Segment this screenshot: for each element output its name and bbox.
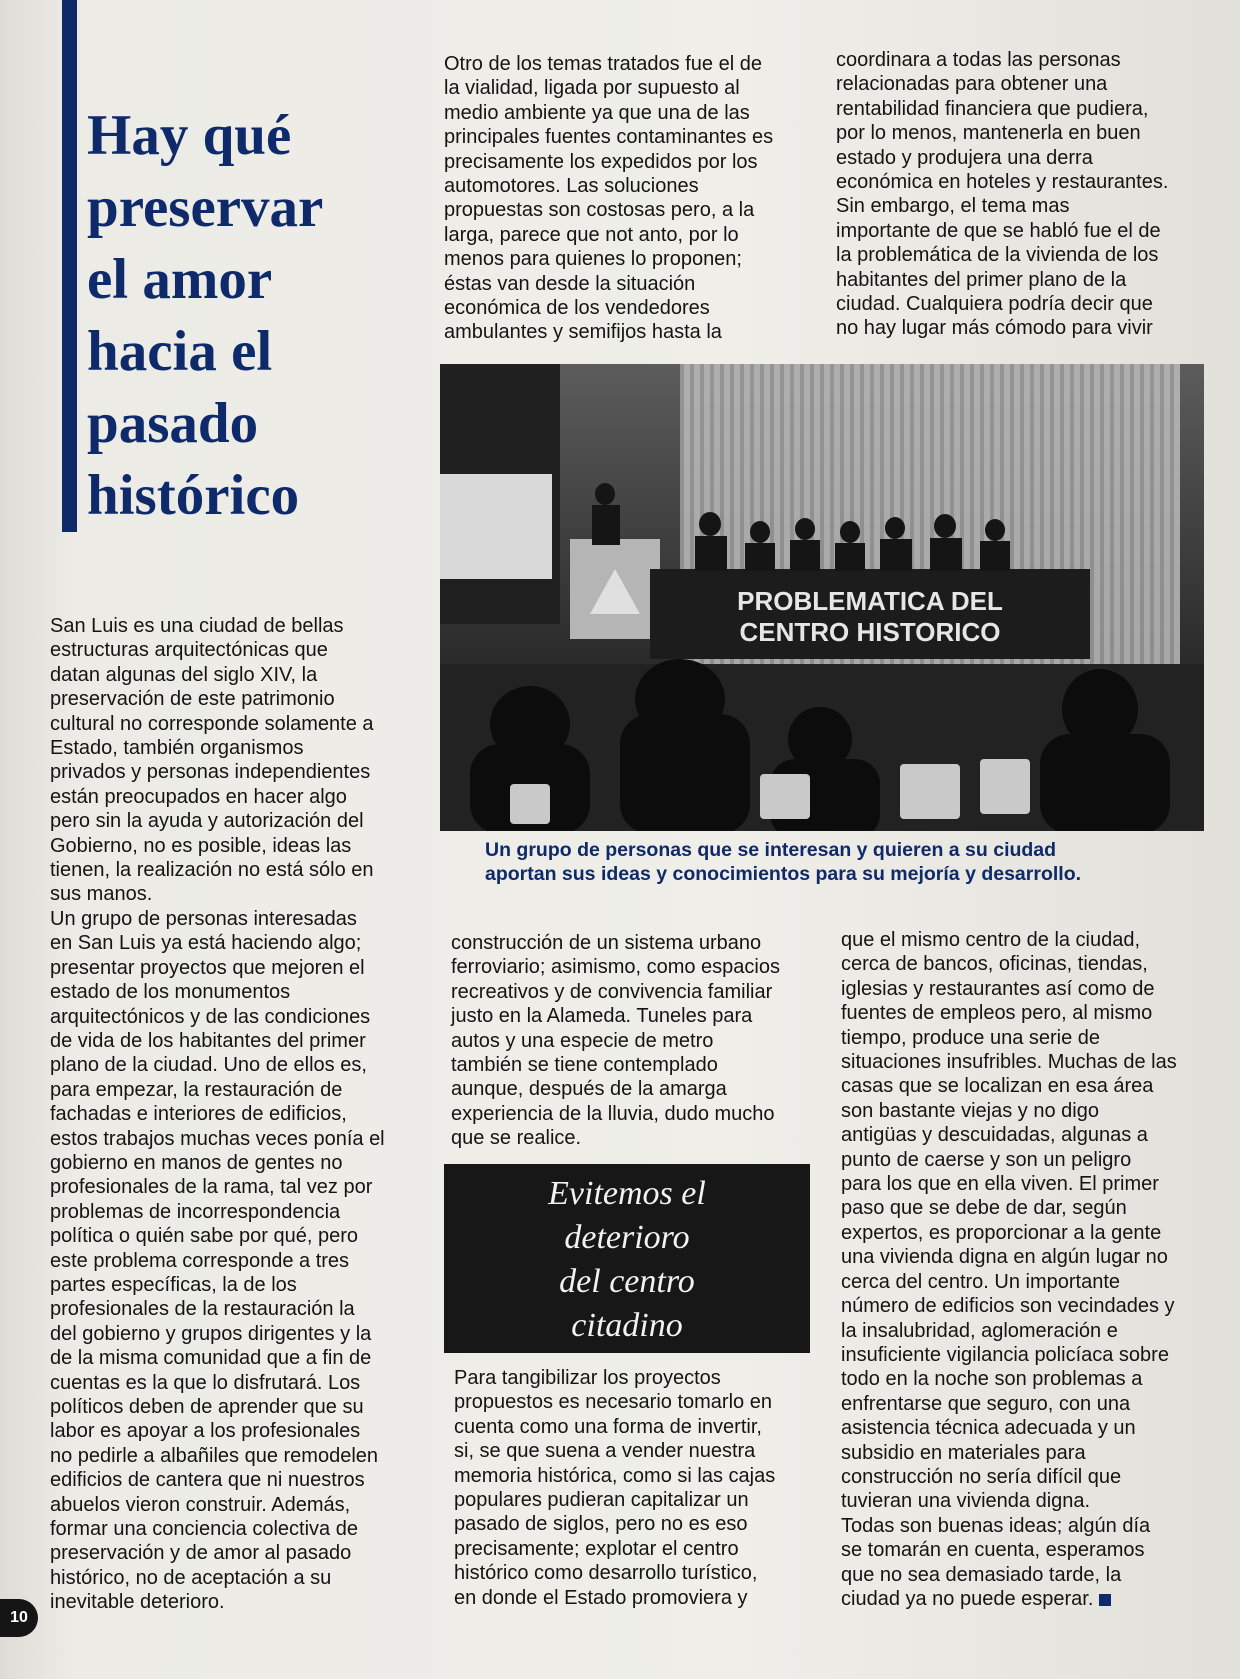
text-line: populares pudieran capitalizar un	[454, 1489, 749, 1512]
text-line: de la misma comunidad que a fin de	[50, 1347, 372, 1370]
text-line: casas que se localizan en esa área	[841, 1075, 1154, 1098]
text-line: éstas van desde la situación	[444, 272, 696, 295]
text-line: histórico, no de aceptación a su	[50, 1566, 332, 1589]
text-column-middle-bottom	[441, 931, 811, 1151]
paragraph	[40, 614, 405, 907]
text-line: cuentas es la que lo disfrutará. Los	[50, 1371, 361, 1394]
text-line: estado de los monumentos	[50, 981, 291, 1004]
conference-photo-image	[440, 364, 1204, 831]
paragraph	[826, 48, 1196, 194]
pull-quote-line: citadino	[571, 1307, 683, 1344]
text-line: la problemática de la vivienda de los	[836, 244, 1159, 267]
text-line: San Luis es una ciudad de bellas	[50, 615, 344, 637]
text-line: pero sin la ayuda y autorización del	[50, 810, 364, 833]
text-line: partes específicas, la de los	[50, 1273, 297, 1296]
text-line: la insalubridad, aglomeración e	[841, 1319, 1118, 1342]
text-line: estos trabajos muchas veces ponía el	[50, 1127, 385, 1150]
text-line: inevitable deterioro.	[50, 1591, 225, 1614]
text-line: menos para quienes lo proponen;	[444, 248, 742, 271]
pull-quote-line: deterioro	[564, 1219, 690, 1256]
text-line: de vida de los habitantes del primer	[50, 1029, 366, 1052]
text-line: ambulantes y semifijos hasta la	[444, 321, 722, 344]
text-line: ferroviario; asimismo, como espacios	[451, 956, 780, 979]
text-line: construcción no sería difícil que	[841, 1465, 1122, 1488]
text-line: son bastante viejas y no digo	[841, 1099, 1099, 1122]
text-line: rentabilidad financiera que pudiera,	[836, 97, 1149, 120]
text-line: subsidio en materiales para	[841, 1441, 1086, 1464]
text-column-right-top	[826, 48, 1196, 341]
text-line: precisamente; explotar el centro	[454, 1537, 739, 1560]
text-line: cultural no corresponde solamente a	[50, 712, 374, 735]
text-line: Para tangibilizar los proyectos	[454, 1367, 721, 1389]
text-line: principales fuentes contaminantes es	[444, 126, 774, 149]
text-line: expertos, es proporcionar a la gente	[841, 1221, 1162, 1244]
text-line: plano de la ciudad. Uno de ellos es,	[50, 1054, 367, 1077]
text-line: Gobierno, no es posible, ideas las	[50, 834, 352, 857]
text-line: en donde el Estado promoviera y	[454, 1586, 748, 1609]
banner-text-line1: PROBLEMATICA DEL	[737, 586, 1003, 616]
text-line: preservación y de amor al pasado	[50, 1542, 352, 1565]
text-line: abuelos vieron construir. Además,	[50, 1493, 351, 1516]
text-column-middle-top	[434, 52, 794, 345]
text-line: experiencia de la lluvia, dudo mucho	[451, 1102, 775, 1125]
text-line: labor es apoyar a los profesionales	[50, 1420, 361, 1443]
text-line: habitantes del primer plano de la	[836, 268, 1127, 291]
text-line: enfrentarse que seguro, con una	[841, 1392, 1131, 1415]
text-line: justo en la Alameda. Tuneles para	[451, 1005, 753, 1028]
paragraph	[831, 928, 1201, 1514]
pull-quote-line: Evitemos el	[548, 1175, 706, 1212]
text-line: que se realice.	[451, 1127, 582, 1150]
title-line: histórico	[87, 464, 300, 527]
text-line: Sin embargo, el tema mas	[836, 195, 1070, 218]
text-line: no pedirle a albañiles que remodelen	[50, 1444, 379, 1467]
text-line: están preocupados en hacer algo	[50, 785, 347, 808]
paragraph	[826, 194, 1196, 340]
text-line: cerca de bancos, oficinas, tiendas,	[841, 953, 1148, 976]
text-line: asistencia técnica adecuada y un	[841, 1417, 1136, 1440]
text-line: memoria histórica, como si las cajas	[454, 1464, 776, 1487]
text-line: que no sea demasiado tarde, la	[841, 1563, 1122, 1586]
text-line: fachadas e interiores de edificios,	[50, 1103, 347, 1126]
text-line: se tomarán en cuenta, esperamos	[841, 1539, 1145, 1562]
text-line: cuenta como una forma de invertir,	[454, 1415, 762, 1438]
pull-quote-box	[444, 1164, 810, 1353]
text-line: tienen, la realización no está sólo en	[50, 859, 374, 882]
text-line: Todas son buenas ideas; algún día	[841, 1514, 1151, 1537]
text-line: paso que se debe de dar, según	[841, 1197, 1127, 1220]
text-line: del gobierno y grupos dirigentes y la	[50, 1322, 372, 1345]
title-accent-bar	[62, 0, 77, 532]
text-line: profesionales de la rama, tal vez por	[50, 1176, 373, 1199]
text-line: construcción de un sistema urbano	[451, 932, 762, 954]
text-line: edificios de cantera que ni nuestros	[50, 1469, 365, 1492]
paragraph	[434, 52, 794, 345]
text-line	[831, 1587, 1201, 1611]
paragraph	[444, 1366, 814, 1610]
paragraph	[40, 907, 405, 1615]
text-line: no hay lugar más cómodo para vivir	[836, 317, 1153, 340]
text-line: tiempo, produce una serie de	[841, 1026, 1101, 1049]
text-line: Estado, también organismos	[50, 737, 304, 760]
text-line: sus manos.	[50, 883, 153, 906]
text-line: económica de los vendedores	[444, 297, 710, 320]
paragraph	[441, 931, 811, 1151]
text-line: una vivienda digna en algún lugar no	[841, 1246, 1168, 1269]
title-line: preservar	[87, 176, 324, 239]
text-line: automotores. Las soluciones	[444, 175, 699, 198]
text-line: número de edificios son vecindades y	[841, 1295, 1175, 1318]
text-line: aunque, después de la amarga	[451, 1078, 727, 1101]
text-line: coordinara a todas las personas	[836, 49, 1121, 71]
text-line: insuficiente vigilancia policíaca sobre	[841, 1343, 1169, 1366]
text-line: privados y personas independientes	[50, 761, 371, 784]
text-line: datan algunas del siglo XIV, la	[50, 663, 318, 686]
title-line: hacia el	[87, 320, 273, 383]
text-line: preservación de este patrimonio	[50, 688, 335, 711]
text-line: por lo menos, mantenerla en buen	[836, 122, 1141, 145]
text-line: gobierno en manos de gentes no	[50, 1151, 343, 1174]
text-column-middle-lower	[444, 1366, 814, 1610]
conference-photo	[440, 364, 1204, 831]
paragraph	[831, 1514, 1201, 1612]
text-line: problemas de incorrespondencia	[50, 1200, 341, 1223]
text-line: política o quién sabe por qué, pero	[50, 1225, 358, 1248]
text-line: si, se que suena a vender nuestra	[454, 1440, 756, 1463]
text-line: formar una conciencia colectiva de	[50, 1518, 358, 1541]
text-line: Un grupo de personas interesadas	[50, 907, 357, 930]
text-line: recreativos y de convivencia familiar	[451, 980, 773, 1003]
text-line: pasado de siglos, pero no es eso	[454, 1513, 748, 1536]
text-line: precisamente los expedidos por los	[444, 150, 758, 173]
text-line: en San Luis ya está haciendo algo;	[50, 932, 362, 955]
text-line: fuentes de empleos pero, al mismo	[841, 1002, 1153, 1025]
page-number-badge: 10	[0, 1599, 38, 1637]
text-line: punto de caerse y son un peligro	[841, 1148, 1132, 1171]
text-line: tuvieran una vivienda digna.	[841, 1490, 1091, 1513]
text-line: estado y produjera una derra	[836, 146, 1093, 169]
title-line: el amor	[87, 248, 273, 311]
text-line: medio ambiente ya que una de las	[444, 101, 750, 124]
text-line: para empezar, la restauración de	[50, 1078, 343, 1101]
text-line: estructuras arquitectónicas que	[50, 639, 328, 662]
text-line: iglesias y restaurantes así como de	[841, 977, 1155, 1000]
pull-quote-line: del centro	[559, 1263, 695, 1300]
text-line: también se tiene contemplado	[451, 1054, 718, 1077]
text-line: histórico como desarrollo turístico,	[454, 1562, 758, 1585]
text-line: presentar proyectos que mejoren el	[50, 956, 365, 979]
text-line: propuestas son costosas pero, a la	[444, 199, 755, 222]
text-line: larga, parece que not anto, por lo	[444, 223, 739, 246]
text-line: este problema corresponde a tres	[50, 1249, 350, 1272]
text-line: importante de que se habló fue el de	[836, 219, 1161, 242]
end-mark-icon	[1099, 1594, 1111, 1606]
text-line: para los que en ella viven. El primer	[841, 1173, 1159, 1196]
text-line: cerca del centro. Un importante	[841, 1270, 1121, 1293]
text-column-left	[40, 614, 405, 1615]
text-line: propuestos es necesario tomarlo en	[454, 1391, 772, 1414]
caption-line: Un grupo de personas que se interesan y quieren a su ciudad	[485, 839, 1057, 861]
text-line: arquitectónicos y de las condiciones	[50, 1005, 371, 1028]
caption-line: aportan sus ideas y conocimientos para su mejoría y desarrollo.	[485, 863, 1082, 885]
title-line: Hay qué	[87, 104, 292, 167]
text-line: relacionadas para obtener una	[836, 73, 1108, 96]
text-column-right-bottom	[831, 928, 1201, 1611]
text-line: situaciones insufribles. Muchas de las	[841, 1051, 1177, 1074]
text-line: todo en la noche son problemas a	[841, 1368, 1143, 1391]
text-line: antigüas y descuidadas, algunas a	[841, 1124, 1148, 1147]
text-line: políticos deben de aprender que su	[50, 1396, 364, 1418]
banner-text-line2: CENTRO HISTORICO	[739, 617, 1001, 647]
text-line: económica en hoteles y restaurantes.	[836, 171, 1169, 194]
text-line: que el mismo centro de la ciudad,	[841, 929, 1141, 951]
title-line: pasado	[87, 392, 259, 455]
text-line: autos y una especie de metro	[451, 1029, 714, 1052]
text-line: profesionales de la restauración la	[50, 1298, 355, 1321]
photo-caption	[485, 838, 1185, 886]
text-line: ciudad. Cualquiera podría decir que	[836, 293, 1153, 316]
text-line: Otro de los temas tratados fue el de	[444, 53, 762, 75]
text-line-content: ciudad ya no puede esperar.	[841, 1587, 1094, 1610]
article-title	[87, 100, 417, 532]
text-line: la vialidad, ligada por supuesto al	[444, 77, 740, 100]
